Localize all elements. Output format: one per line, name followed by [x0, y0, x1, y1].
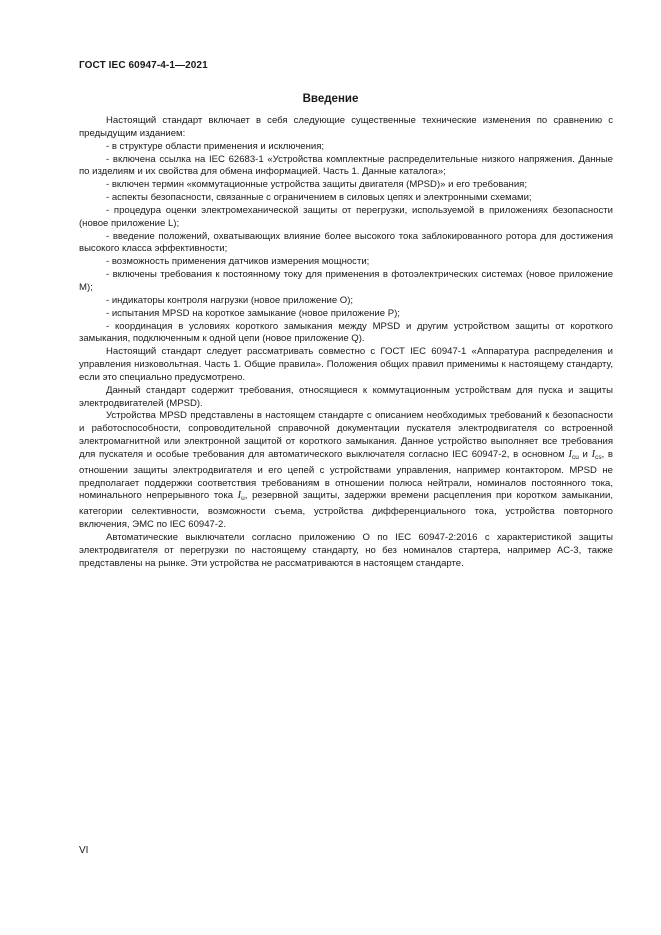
list-item: - возможность применения датчиков измерения мощности;: [106, 256, 370, 268]
document-code: ГОСТ IEC 60947-4-1—2021: [79, 60, 208, 71]
list-item: - индикаторы контроля нагрузки (новое приложение O);: [106, 294, 354, 306]
mpsd-text-part1: Устройства MPSD представлены в настоящем стандарте с описанием необходимых требований к безопасности и работоспособности, сопроводительной справочной документации пускателя электродвигателя со встроенной электромагнитной или электронной защитой от короткого замыкания. Данное устройство выполняет все требования для пускателя и особые требования для автоматического выключателя согласно IEC 60947-2, в основном: [79, 410, 613, 460]
current-symbol-icu: $I_{cu}$: [568, 448, 579, 461]
paragraph-scope: Данный стандарт содержит требования, относящиеся к коммутационным устройствам для пуска и защиты электродвигателей (MPSD).: [79, 384, 613, 409]
paragraph-related-standard: Настоящий стандарт следует рассматривать совместно с ГОСТ IEC 60947-1 «Аппаратура распределения и управления низковольтная. Часть 1. Общие правила». Положения общих правил применимы к настоящему стандарту, если это специально предусмотрено.: [79, 346, 613, 383]
list-item: - процедура оценки электромеханической защиты от перегрузки, используемой в приложениях безопасности (новое приложение L);: [79, 204, 613, 229]
list-item: - координация в условиях короткого замыкания между MPSD и другим устройством защиты от короткого замыкания, подключенным к одной цепи (новое приложение Q).: [79, 320, 613, 345]
list-item: - аспекты безопасности, связанные с ограничением в силовых цепях и электронными схемами;: [106, 192, 532, 204]
list-item: - введение положений, охватывающих влияние более высокого тока заблокированного ротора для достижения высокого класса эффективности;: [79, 230, 613, 255]
mpsd-text-part3: , резервной защиты, задержки времени расцепления при коротком замыкании, категории селективности, возможности съема, устройства дифференциального тока, устройства повторного включения, ЭМС по IEC 60947-2.: [79, 490, 613, 531]
paragraph-intro: Настоящий стандарт включает в себя следующие существенные технические изменения по сравнению с предыдущим изданием:: [79, 115, 613, 139]
paragraph-circuit-breakers: Автоматические выключатели согласно приложению O по IEC 60947-2:2016 с характеристикой защиты электродвигателя от перегрузки по настоящему стандарту, но без номиналов стартера, например АС-3, также представлены на рынке. Эти устройства не рассматриваются в настоящем стандарте.: [79, 532, 613, 569]
list-item: - включен термин «коммутационные устройства защиты двигателя (MPSD)» и его требования;: [106, 179, 527, 191]
section-title: Введение: [302, 93, 359, 105]
list-item: - в структуре области применения и исключения;: [106, 140, 325, 152]
current-symbol-ics: $I_{cs}$: [591, 448, 602, 461]
paragraph-mpsd: [79, 410, 613, 532]
document-body: [79, 115, 613, 571]
list-item: - испытания MPSD на короткое замыкание (новое приложение P);: [106, 307, 400, 319]
mpsd-text-part2: , в отношении защиты электродвигателя и его цепей с устройствами управления, например контактором. MPSD не предполагает поддержки соответствия требованиям в отношении полюса нейтрали, номиналов постоянного тока, номинального непрерывного тока: [79, 448, 614, 502]
mpsd-text-and: и: [578, 448, 592, 460]
current-symbol-iu: $I_u$: [237, 490, 245, 503]
list-item: - включена ссылка на IEC 62683-1 «Устройства комплектные распределительные низкого напряжения. Данные по изделиям и их свойства для обмена информацией. Часть 1. Данные каталога»;: [79, 153, 613, 178]
page-number: VI: [79, 845, 89, 856]
list-item: - включены требования к постоянному току для применения в фотоэлектрических системах (новое приложение M);: [79, 269, 613, 293]
